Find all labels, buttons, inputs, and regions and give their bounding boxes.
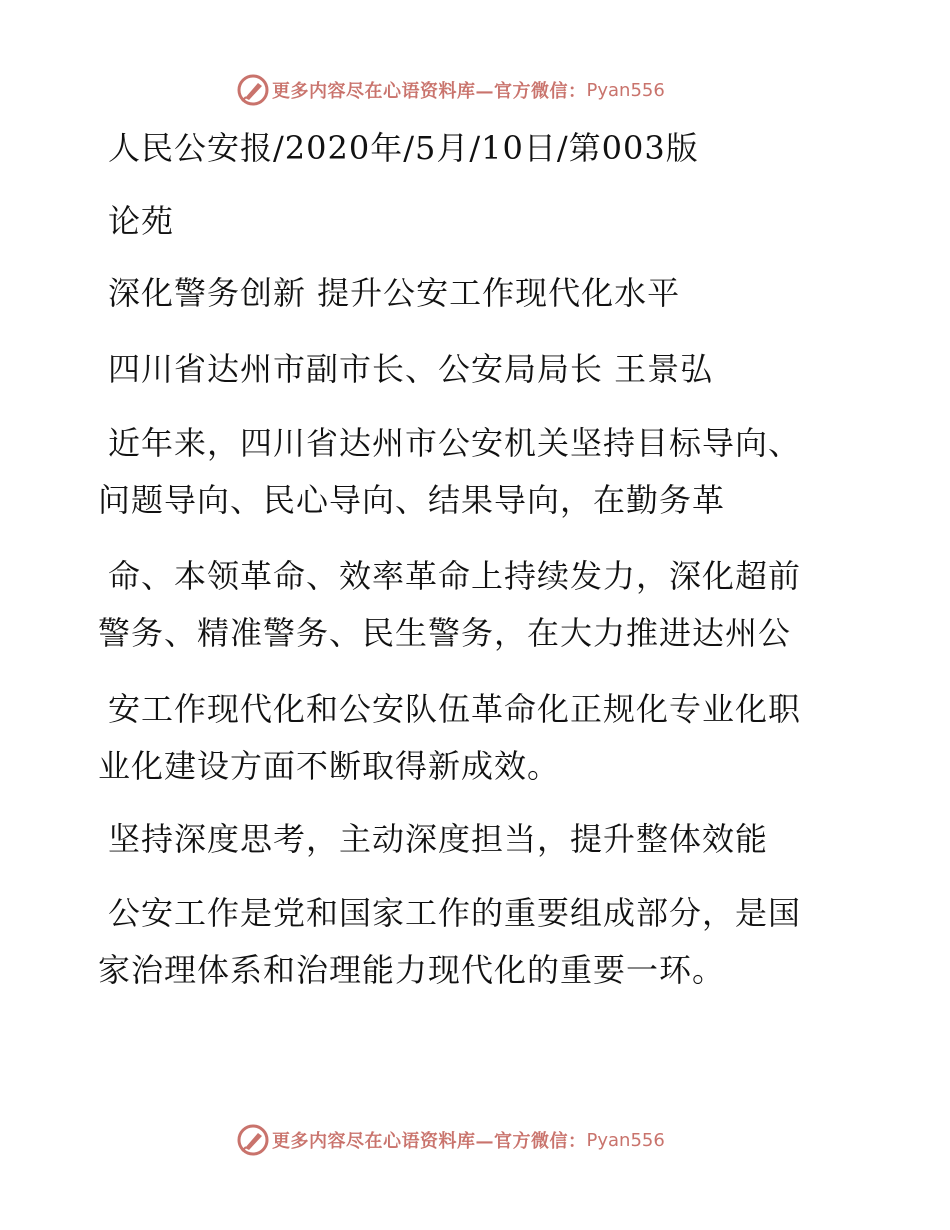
- watermark-banner-top: [236, 72, 665, 108]
- paragraph-line: 安工作现代化和公安队伍革命化正规化专业化职: [108, 690, 802, 728]
- paragraph-line: 警务、精准警务、民生警务，在大力推进达州公: [98, 614, 792, 652]
- paragraph-line: 业化建设方面不断取得新成效。: [98, 747, 561, 785]
- paragraph-line: 问题导向、民心导向、结果导向，在勤务革: [98, 481, 726, 519]
- article-title: 深化警务创新 提升公安工作现代化水平: [108, 274, 681, 312]
- section-heading: 坚持深度思考，主动深度担当，提升整体效能: [108, 820, 769, 858]
- paragraph-line: 命、本领革命、效率革命上持续发力，深化超前: [108, 557, 802, 595]
- pen-seal-logo-icon: [236, 73, 270, 107]
- paragraph-line: 近年来，四川省达州市公安机关坚持目标导向、: [108, 424, 802, 462]
- paragraph-line: 家治理体系和治理能力现代化的重要一环。: [98, 951, 726, 989]
- pen-seal-logo-icon: [236, 1123, 270, 1157]
- watermark-text: 更多内容尽在心语资料库—官方微信：: [272, 1131, 587, 1152]
- source-line: 人民公安报/2020年/5月/10日/第003版: [108, 129, 699, 167]
- watermark-text: 更多内容尽在心语资料库—官方微信：: [272, 81, 587, 102]
- author-line: 四川省达州市副市长、公安局局长 王景弘: [108, 350, 714, 388]
- paragraph-line: 公安工作是党和国家工作的重要组成部分，是国: [108, 894, 802, 932]
- watermark-wechat-id: Pyan556: [586, 1129, 665, 1151]
- watermark-banner-bottom: [236, 1122, 665, 1158]
- column-label: 论苑: [108, 202, 175, 240]
- watermark-wechat-id: Pyan556: [586, 79, 665, 101]
